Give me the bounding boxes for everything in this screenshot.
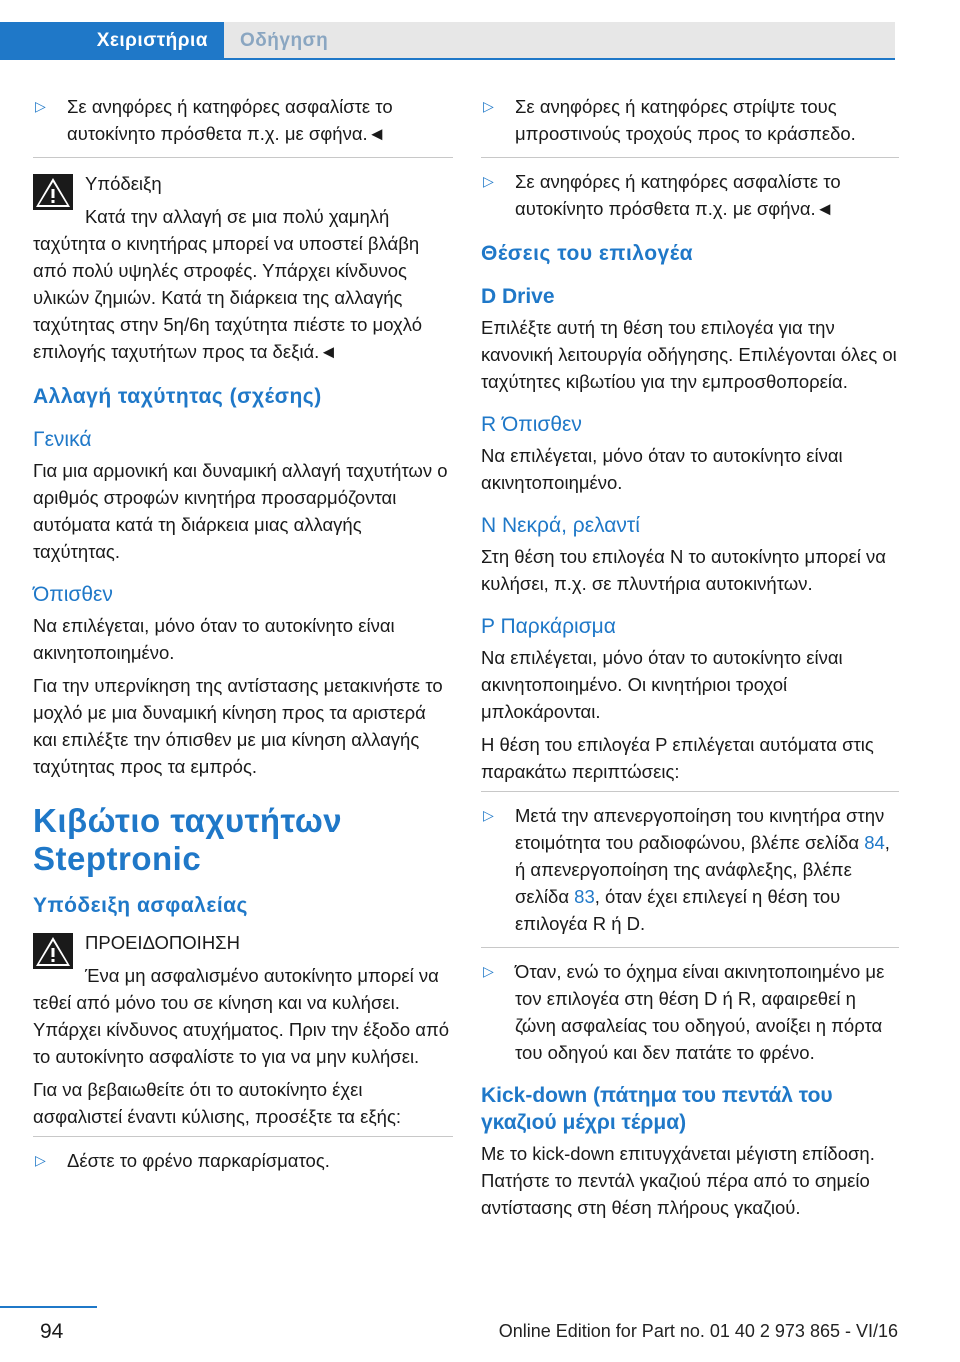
section-heading: Θέσεις του επιλογέα — [481, 242, 694, 265]
warning-body: Ένα μη ασφαλισμένο αυτοκίνητο μπορεί να τεθεί από μόνο του σε κίνηση και να κυλήσει. Υπάρχει κίνδυνος ατυχήματος. Πριν την έξοδο από το αυτοκίνητο ασφαλίστε το για να μην κυλήσει. — [33, 965, 450, 1067]
paragraph: Επιλέξτε αυτή τη θέση του επιλογέα για την κανονική λειτουργία οδήγησης. Επιλέγονται όλες οι ταχύτητες κιβωτίου για την εμπροσθοπορεία. — [481, 317, 897, 392]
warning-triangle-icon — [33, 933, 73, 969]
list-item-text: Όταν, ενώ το όχημα είναι ακινητοποιημένο με τον επιλογέα στη θέση D ή R, αφαιρεθεί η ζώνη ασφαλείας του οδηγού, ανοίξει η πόρτα του οδηγού και δεν πατάτε το φρένο. — [515, 961, 885, 1063]
divider — [33, 157, 453, 158]
edition-note: Online Edition for Part no. 01 40 2 973 865 - VI/16 — [498, 1321, 898, 1341]
list-item — [481, 947, 899, 1066]
list-item-text: Σε ανηφόρες ή κατηφόρες ασφαλίστε το αυτοκίνητο πρόσθετα π.χ. με σφήνα.◄ — [515, 171, 841, 219]
list-item — [481, 157, 899, 222]
tip-title: Υπόδειξη — [85, 173, 162, 194]
list-item — [33, 1147, 453, 1174]
section-heading: Αλλαγή ταχύτητας (σχέσης) — [33, 385, 322, 408]
chapter-heading: Κιβώτιο ταχυτήτων Steptronic — [33, 802, 343, 877]
triangle-bullet-icon: ▷ — [483, 963, 494, 979]
triangle-bullet-icon: ▷ — [35, 98, 46, 114]
page-number: 94 — [40, 1320, 64, 1343]
triangle-bullet-icon: ▷ — [483, 173, 494, 189]
divider — [33, 1136, 453, 1137]
tab-controls-label: Χειριστήρια — [96, 30, 208, 51]
list-item — [481, 93, 899, 147]
paragraph: Να επιλέγεται, μόνο όταν το αυτοκίνητο είναι ακινητοποιημένο. — [33, 615, 395, 663]
subsection-heading: D Drive — [481, 285, 555, 308]
warning-box — [33, 929, 453, 1070]
tab-driving[interactable] — [224, 22, 895, 60]
tip-box — [33, 170, 453, 365]
left-column — [33, 93, 453, 1184]
warning-title: ΠΡΟΕΙΔΟΠΟΙΗΣΗ — [85, 932, 240, 953]
triangle-bullet-icon: ▷ — [35, 1152, 46, 1168]
tab-controls[interactable] — [0, 22, 224, 60]
right-column — [481, 93, 899, 1227]
footer-divider — [0, 1306, 97, 1308]
header-divider — [0, 58, 895, 60]
subsection-heading: Όπισθεν — [33, 583, 113, 606]
paragraph: Με το kick-down επιτυγχάνεται μέγιστη επίδοση. Πατήστε το πεντάλ γκαζιού πέρα από το σημείο αντίστασης στη θέση πλήρους γκαζιού. — [481, 1143, 875, 1218]
paragraph: Για την υπερνίκηση της αντίστασης μετακινήστε το μοχλό με μια δυναμική κίνηση προς τα αριστερά και επιλέξτε την όπισθεν με μια κίνηση αλλαγής ταχύτητας προς τα εμπρός. — [33, 675, 443, 777]
paragraph: Για μια αρμονική και δυναμική αλλαγή ταχυτήτων ο αριθμός στροφών κινητήρα προσαρμόζονται αυτόματα κατά τη διάρκεια μιας αλλαγής ταχύτητας. — [33, 460, 448, 562]
divider — [481, 791, 899, 792]
page-link-83[interactable]: 83 — [574, 886, 595, 907]
page-link-84[interactable]: 84 — [864, 832, 885, 853]
list-item-text: , ή απενεργοποίηση της ανάφλεξης, βλέπε σελίδα — [515, 832, 890, 907]
subsection-heading: N Νεκρά, ρελαντί — [481, 514, 640, 537]
list-item-text: Σε ανηφόρες ή κατηφόρες στρίψτε τους μπροστινούς τροχούς προς το κράσπεδο. — [515, 96, 856, 144]
paragraph: Η θέση του επιλογέα P επιλέγεται αυτόματα στις παρακάτω περιπτώσεις: — [481, 734, 874, 782]
paragraph: Στη θέση του επιλογέα N το αυτοκίνητο μπορεί να κυλήσει, π.χ. σε πλυντήρια αυτοκινήτων. — [481, 546, 886, 594]
paragraph: Να επιλέγεται, μόνο όταν το αυτοκίνητο είναι ακινητοποιημένο. Οι κινητήριοι τροχοί μπλοκάρονται. — [481, 647, 843, 722]
list-item-text: Μετά την απενεργοποίηση του κινητήρα στην ετοιμότητα του ραδιοφώνου, βλέπε σελίδα — [515, 805, 885, 853]
paragraph: Να επιλέγεται, μόνο όταν το αυτοκίνητο είναι ακινητοποιημένο. — [481, 445, 843, 493]
list-item-text: , όταν έχει επιλεγεί η θέση του επιλογέα R ή D. — [515, 886, 841, 934]
subsection-heading: Γενικά — [33, 428, 92, 451]
tab-driving-label: Οδήγηση — [240, 30, 329, 51]
triangle-bullet-icon: ▷ — [483, 807, 494, 823]
subsection-heading: Kick-down (πάτημα του πεντάλ του γκαζιού μέχρι τέρμα) — [481, 1084, 833, 1134]
tip-body: Κατά την αλλαγή σε μια πολύ χαμηλή ταχύτητα ο κινητήρας μπορεί να υποστεί βλάβη από πολύ υψηλές στροφές. Υπάρχει κίνδυνος υλικών ζημιών. Κατά τη διάρκεια της αλλαγής ταχύτητας στην 5η/6η ταχύτητα πιέστε το μοχλό επιλογής ταχυτήτων προς τα δεξιά.◄ — [33, 206, 422, 362]
triangle-bullet-icon: ▷ — [483, 98, 494, 114]
paragraph: Για να βεβαιωθείτε ότι το αυτοκίνητο έχει ασφαλιστεί έναντι κύλισης, προσέξτε τα εξής: — [33, 1079, 401, 1127]
list-item-text: Δέστε το φρένο παρκαρίσματος. — [67, 1150, 330, 1171]
list-item-text: Σε ανηφόρες ή κατηφόρες ασφαλίστε το αυτοκίνητο πρόσθετα π.χ. με σφήνα.◄ — [67, 96, 393, 144]
subsection-heading: P Παρκάρισμα — [481, 615, 616, 638]
list-item — [33, 93, 453, 147]
subsection-heading: R Όπισθεν — [481, 413, 582, 436]
section-heading: Υπόδειξη ασφαλείας — [33, 894, 248, 917]
header-tabs — [0, 0, 895, 60]
warning-triangle-icon — [33, 174, 73, 210]
list-item — [481, 802, 899, 937]
